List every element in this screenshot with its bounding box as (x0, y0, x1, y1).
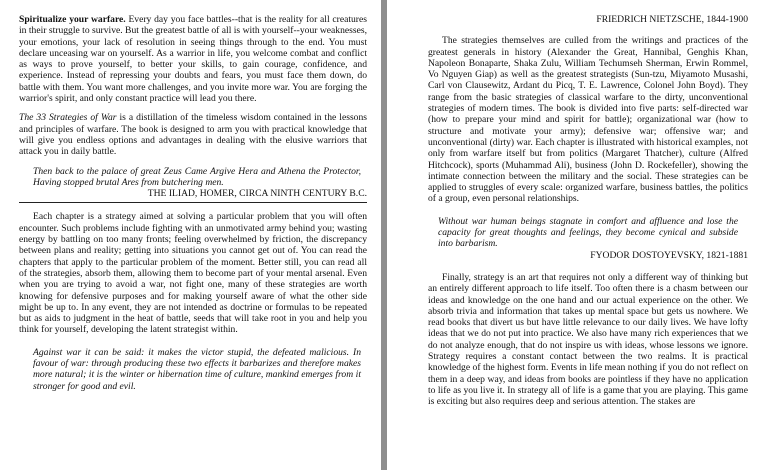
finally-paragraph: Finally, strategy is an art that requires not only a different way of thinking but an entirely different approach to life itself. Too often there is a chasm between our ideas and knowledge on the one hand and our actual experience on the other. We absorb trivia and information that takes up mental space but gets us nowhere. We read books that divert us but have little relevance to our daily lives. We have lofty ideas that we do not put into practice. We also have many rich experiences that we do not analyze enough, that do not inspire us with ideas, whose lessons we ignore. Strategy requires a constant contact between the two realms. It is practical knowledge of the highest form. Events in life mean nothing if you do not reflect on them in a deep way, and ideas from books are pointless if they have no application to life as you live it. In strategy all of life is a game that you are playing. This game is exciting but also requires deep and serious attention. The stakes are (428, 271, 748, 408)
nietzsche-attribution: FRIEDRICH NIETZSCHE, 1844-1900 (596, 14, 748, 25)
strategies-paragraph: The strategies themselves are culled from the writings and practices of the greatest generals in history (Alexander the Great, Hannibal, Genghis Khan, Napoleon Bonaparte, Shaka Zulu, William Techumseh Sherman, Erwin Rommel, Vo Nguyen Giap) as well as the greatest strategists (Sun-tzu, Miyamoto Musashi, Carl von Clausewitz, Ardant du Picq, T. E. Lawrence, Colonel John Boyd). They range from the basic strategies of classical warfare to the dirty, unconventional strategies of modern times. The book is divided into five parts: self-directed war (how to prepare your mind and spirit for battle); organizational war (how to structure and motivate your army); defensive war; offensive war; and unconventional (dirty) war. Each chapter is illustrated with historical examples, not only from warfare itself but from politics (Margaret Thatcher), culture (Alfred Hitchcock), sports (Muhammad Ali), business (John D. Rockefeller), showing the intimate connection between the military and the social. These strategies can be applied to struggles of every scale: organized warfare, business battles, the politics of a group, even personal relationships. (428, 35, 748, 205)
chapters-paragraph: Each chapter is a strategy aimed at solving a particular problem that you will often encounter. Such problems include fighting with an unmotivated army behind you; wasting energy by battling on too many fronts; feeling overwhelmed by friction, the discrepancy between plans and reality; getting into situations you cannot get out of. You can read the chapters that apply to the particular problem of the moment. Better still, you can read all of the strategies, absorb them, allowing them to become part of your mental arsenal. Even when you are trying to avoid a war, not fight one, many of these strategies are worth knowing for defensive purposes and for making yourself aware of what the other side might be up to. In any event, they are not intended as doctrine or formulas to be repeated but as aids to judgment in the heat of battle, seeds that will take root in you and help you think for yourself, developing the latent strategist within. (19, 211, 367, 336)
description-paragraph (19, 112, 367, 157)
epigraph-iliad-attribution: THE ILIAD, HOMER, CIRCA NINTH CENTURY B.C. (147, 188, 367, 200)
book-title: The 33 Strategies of War (19, 112, 117, 124)
epigraph-iliad: Then back to the palace of great Zeus Came Argive Hera and Athena the Protector, Having stopped brutal Ares from butchering men. (33, 165, 361, 188)
intro-text: Every day you face battles--that is the reality for all creatures in their struggle to survive. But the greatest battle of all is with yourself--your weaknesses, your emotions, your lack of resolution in seeing things through to the end. You must declare unceasing war on yourself. As a warrior in life, you welcome combat and conflict as ways to prove yourself, to better your skills, to gain courage, confidence, and experience. Instead of repressing your doubts and fears, you must face them down, do battle with them. You want more challenges, and you invite more war. You are forging the warrior's spirit, and only constant practice will lead you there. (19, 14, 367, 105)
left-page (0, 0, 381, 470)
epigraph-nietzsche: Against war it can be said: it makes the victor stupid, the defeated malicious. In favour of war: through producing these two effects it barbarizes and therefore makes more natural; it is the winter or hibernation time of culture, mankind emerges from it stronger for good and evil. (33, 346, 361, 392)
intro-paragraph (19, 14, 367, 104)
description-text: is a distillation of the timeless wisdom contained in the lessons and principles of warfare. The book is designed to arm you with practical knowledge that will give you endless options and advantages in dealing with the elusive warriors that attack you in daily battle. (19, 112, 368, 158)
epigraph-dostoyevsky-attribution: FYODOR DOSTOYEVSKY, 1821-1881 (590, 249, 748, 261)
section-divider (19, 202, 367, 203)
intro-bold-lead: Spiritualize your warfare. (19, 14, 126, 25)
epigraph-dostoyevsky: Without war human beings stagnate in comfort and affluence and lose the capacity for great thoughts and feelings, they become cynical and subside into barbarism. (438, 215, 738, 250)
right-page (387, 0, 768, 470)
